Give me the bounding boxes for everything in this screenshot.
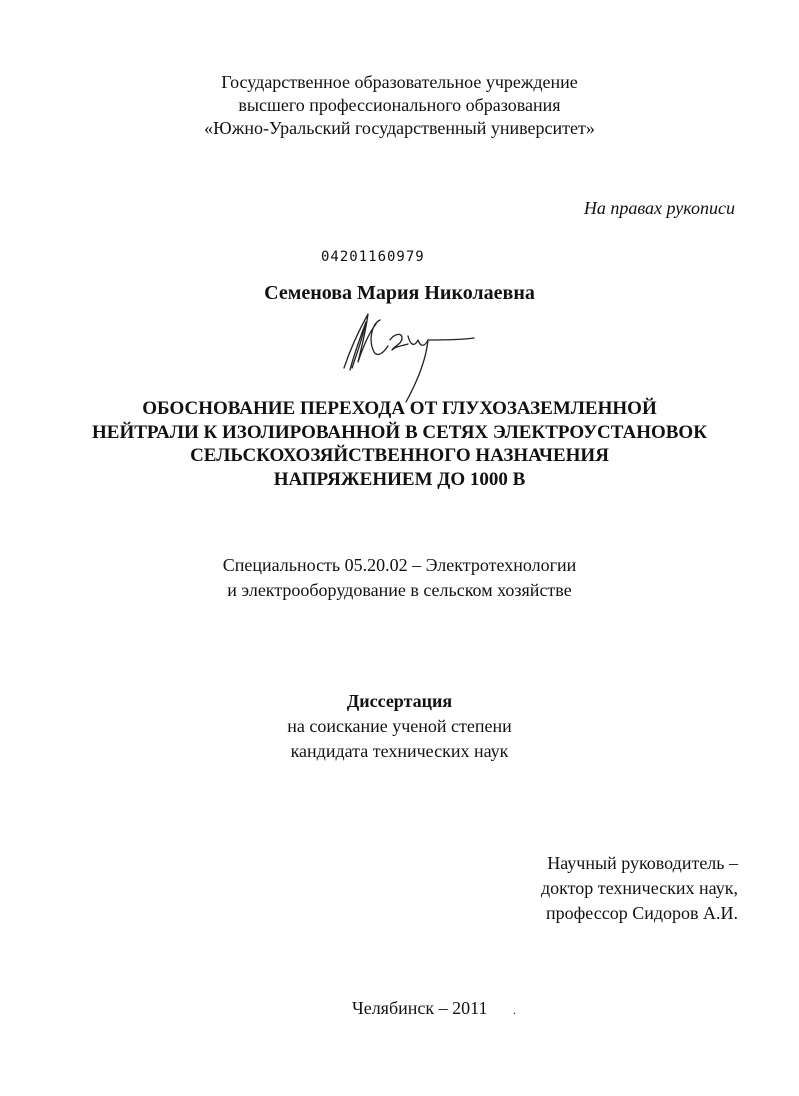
dissertation-line-2: кандидата технических наук bbox=[290, 741, 509, 761]
title-line-3: СЕЛЬСКОХОЗЯЙСТВЕННОГО НАЗНАЧЕНИЯ bbox=[190, 445, 609, 466]
title-line-4: НАПРЯЖЕНИЕМ ДО 1000 В bbox=[273, 468, 526, 490]
institution-line-2: высшего профессионального образования bbox=[238, 95, 561, 115]
specialty-block bbox=[0, 553, 799, 603]
dissertation-title bbox=[0, 397, 799, 491]
stray-mark: . bbox=[513, 1003, 516, 1017]
specialty-line-2: и электрооборудование в сельском хозяйстве bbox=[227, 580, 572, 600]
author-name: Семенова Мария Николаевна bbox=[264, 282, 535, 304]
dissertation-line-1: на соискание ученой степени bbox=[287, 716, 512, 736]
manuscript-note: На правах рукописи bbox=[583, 198, 735, 218]
supervisor-block bbox=[541, 851, 738, 926]
specialty-line-1: Специальность 05.20.02 – Электротехнологии bbox=[222, 555, 577, 575]
dissertation-block bbox=[0, 689, 799, 764]
registration-number: 04201160979 bbox=[321, 249, 425, 265]
supervisor-line-1: Научный руководитель – bbox=[547, 853, 738, 873]
city-year: Челябинск – 2011 bbox=[352, 998, 488, 1018]
handwritten-signature bbox=[332, 310, 482, 406]
institution-line-1: Государственное образовательное учреждение bbox=[221, 72, 578, 92]
supervisor-line-3: профессор Сидоров А.И. bbox=[545, 903, 738, 923]
title-line-2: НЕЙТРАЛИ К ИЗОЛИРОВАННОЙ В СЕТЯХ ЭЛЕКТРОУСТАНОВОК bbox=[92, 421, 707, 443]
institution-line-3: «Южно-Уральский государственный университет» bbox=[204, 118, 595, 138]
institution-block bbox=[0, 71, 799, 140]
dissertation-heading: Диссертация bbox=[346, 691, 453, 711]
title-line-1: ОБОСНОВАНИЕ ПЕРЕХОДА ОТ ГЛУХОЗАЗЕМЛЕННОЙ bbox=[142, 398, 657, 419]
supervisor-line-2: доктор технических наук, bbox=[541, 878, 738, 898]
